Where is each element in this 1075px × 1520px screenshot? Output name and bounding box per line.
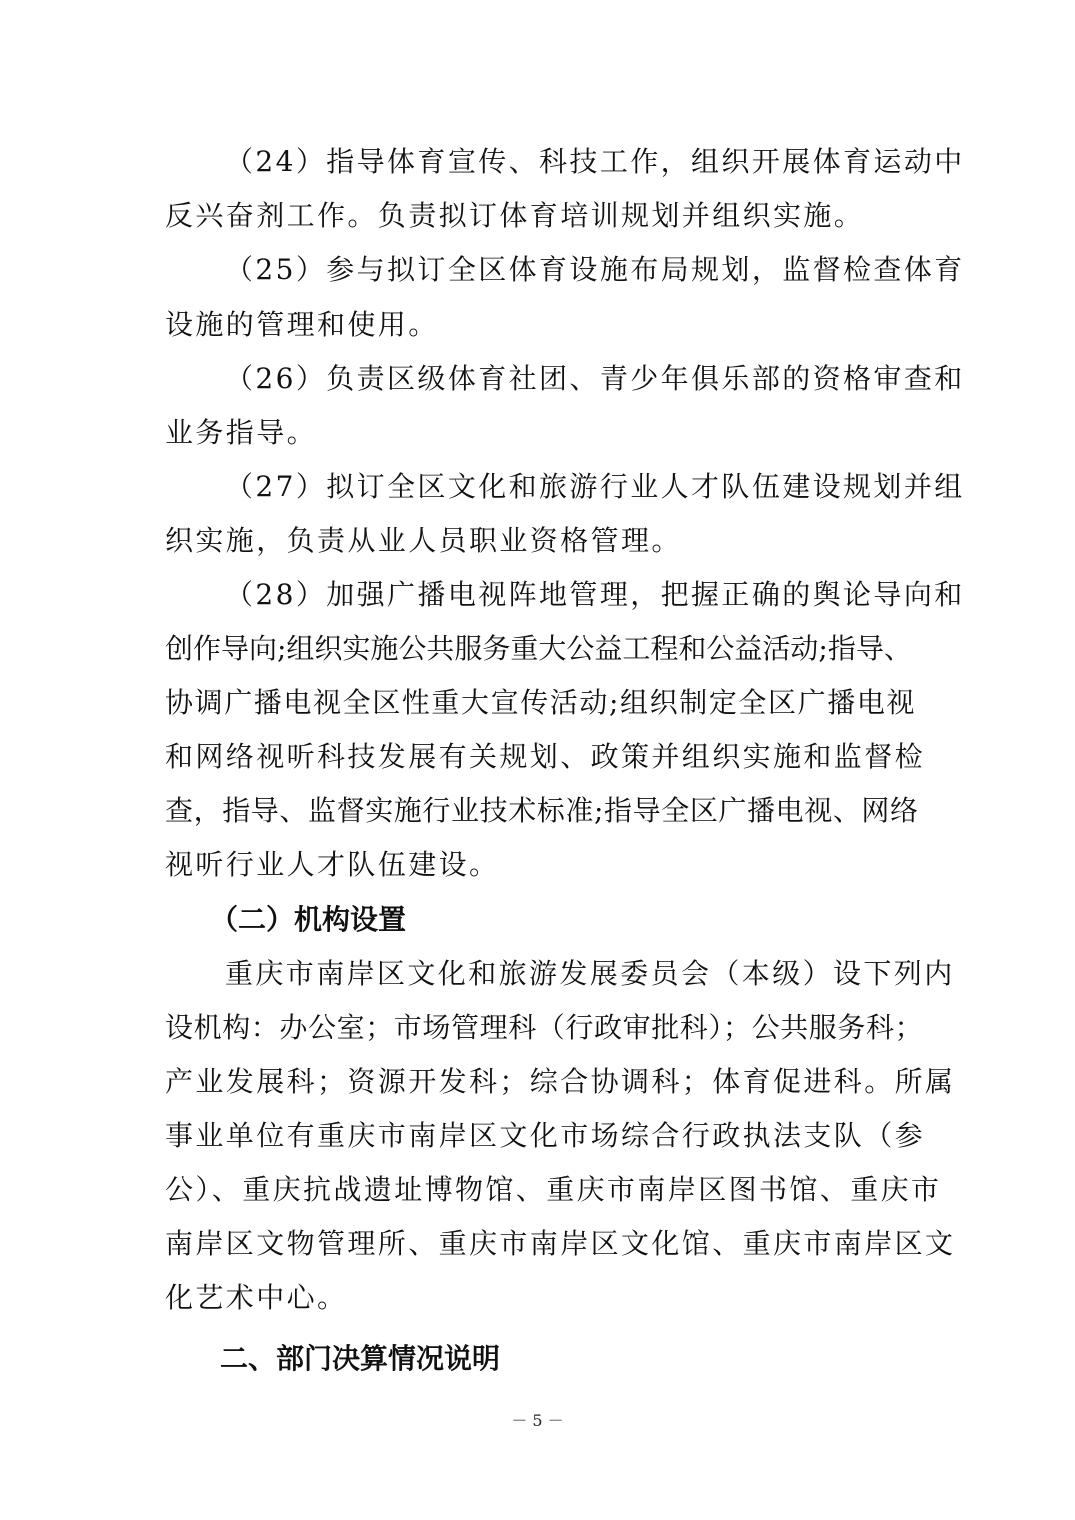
text-line: 重庆市南岸区文化和旅游发展委员会（本级）设下列内: [225, 957, 955, 990]
text-line: 织实施，负责从业人员职业资格管理。: [165, 524, 682, 557]
text-line: 业务指导。: [165, 416, 318, 449]
text-line: 设机构：办公室；市场管理科（行政审批科）；公共服务科；: [165, 1011, 924, 1044]
text-line: （26）负责区级体育社团、青少年俱乐部的资格审查和: [225, 362, 965, 395]
text-line: 和网络视听科技发展有关规划、政策并组织实施和监督检: [165, 740, 926, 773]
text-line: 创作导向;组织实施公共服务重大公益工程和公益活动;指导、: [165, 632, 912, 665]
text-line: 产业发展科；资源开发科；综合协调科；体育促进科。所属: [165, 1065, 956, 1098]
text-line: 事业单位有重庆市南岸区文化市场综合行政执法支队（参: [165, 1119, 926, 1152]
text-line: （28）加强广播电视阵地管理，把握正确的舆论导向和: [225, 578, 965, 611]
text-line: 公）、重庆抗战遗址博物馆、重庆市南岸区图书馆、重庆市: [165, 1173, 942, 1206]
text-line: （24）指导体育宣传、科技工作，组织开展体育运动中: [225, 145, 965, 178]
text-line: （25）参与拟订全区体育设施布局规划，监督检查体育: [225, 253, 965, 286]
section-heading: 二、部门决算情况说明: [220, 1342, 501, 1375]
text-line: 化艺术中心。: [165, 1281, 348, 1314]
text-line: （27）拟订全区文化和旅游行业人才队伍建设规划并组: [225, 470, 965, 503]
text-line: 查，指导、监督实施行业技术标准;指导全区广播电视、网络: [165, 794, 919, 827]
page-number: － 5 －: [511, 1411, 564, 1430]
text-line: 设施的管理和使用。: [165, 308, 439, 341]
subheading: （二）机构设置: [210, 903, 407, 936]
text-line: 视听行业人才队伍建设。: [165, 848, 500, 881]
text-line: 反兴奋剂工作。负责拟订体育培训规划并组织实施。: [165, 199, 865, 232]
text-line: 协调广播电视全区性重大宣传活动;组织制定全区广播电视: [165, 686, 917, 719]
text-line: 南岸区文物管理所、重庆市南岸区文化馆、重庆市南岸区文: [165, 1227, 956, 1260]
